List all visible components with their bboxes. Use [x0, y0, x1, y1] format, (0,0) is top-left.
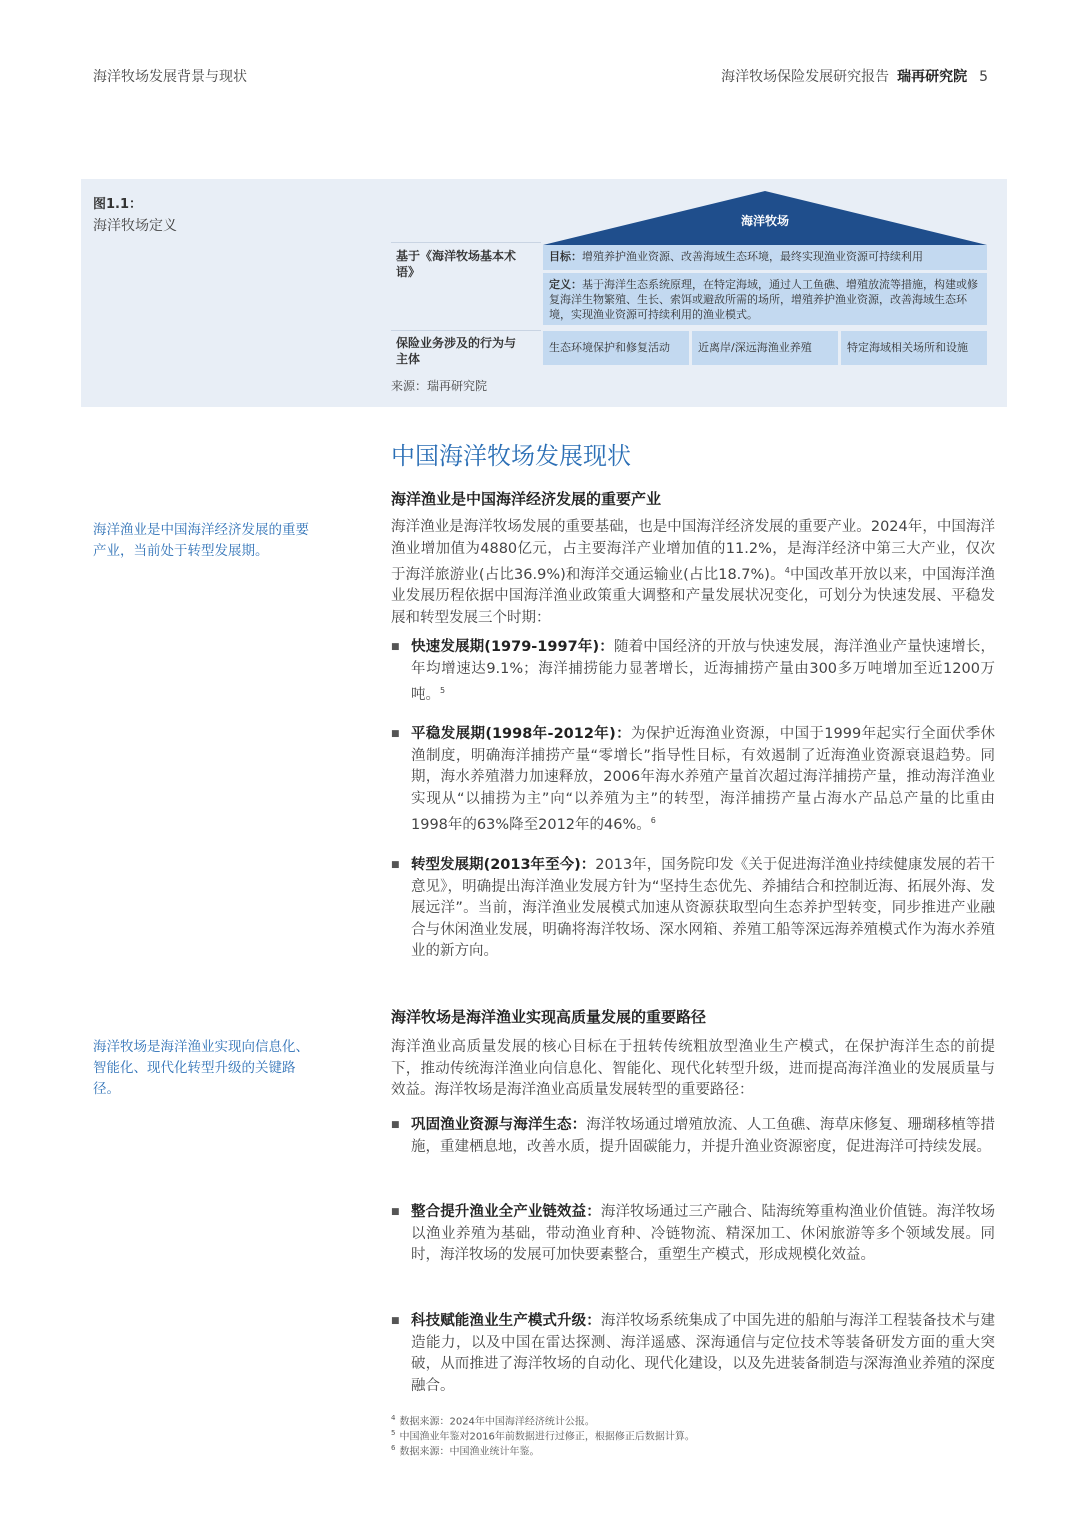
- figure-panel: [81, 179, 1007, 407]
- figure-title: 海洋牧场定义: [93, 218, 177, 234]
- footnote: $^6$ 数据来源：中国渔业统计年鉴。: [391, 1444, 540, 1458]
- goal-label: 目标：: [549, 250, 582, 263]
- bullet-marker: ■: [391, 1316, 400, 1326]
- sidebar-note: 海洋渔业是中国海洋经济发展的重要产业，当前处于转型发展期。: [93, 522, 309, 559]
- list-item: ■ 转型发展期(2013年至今)：2013年，国务院印发《关于促进海洋渔业持续健康发展的若干意见》，明确提出海洋渔业发展方针为“坚持生态优先、养捕结合和控制近海、拓展外海、发展远洋”。当前，海洋渔业发展模式加速从资源获取型向生态养护型转变，同步推进产业融合与休闲渔业发展，明确将海洋牧场、深水网箱、养殖工船等深远海养殖模式作为海水养殖业的新方向。: [391, 857, 995, 959]
- paragraph: 海洋渔业是海洋牧场发展的重要基础，也是中国海洋经济发展的重要产业。2024年，中国海洋渔业增加值为4880亿元，占主要海洋产业增加值的11.2%，是海洋经济中第三大产业，仅次于海洋旅游业(占比36.9%)和海洋交通运输业(占比18.7%)。$^4$中国改革开放以来，中国海洋渔业发展历程依据中国海洋渔业政策重大调整和产量发展状况变化，可划分为快速发展、平稳发展和转型发展三个时期：: [391, 519, 995, 626]
- scope-cell: 特定海域相关场所和设施: [841, 331, 987, 365]
- subheading: 海洋牧场是海洋渔业实现高质量发展的重要路径: [391, 1008, 707, 1026]
- divider: [391, 330, 541, 331]
- bullet-marker: ■: [391, 1207, 400, 1217]
- goal-text: 增殖养护渔业资源、改善海域生态环境，最终实现渔业资源可持续利用: [582, 250, 923, 263]
- bullet-marker: ■: [391, 1120, 400, 1130]
- sidebar-note: 海洋牧场是海洋渔业实现向信息化、智能化、现代化转型升级的关键路径。: [93, 1039, 309, 1097]
- definition-text: 基于海洋生态系统原理，在特定海域，通过人工鱼礁、增殖放流等措施，构建或修复海洋生物繁殖、生长、索饵或避敌所需的场所，增殖养护渔业资源，改善海域生态环境，实现渔业资源可持续利用的渔业模式。: [549, 278, 978, 321]
- org-name: 瑞再研究院: [897, 69, 968, 85]
- running-header-right: [721, 66, 988, 86]
- section-title: 中国海洋牧场发展现状: [391, 442, 631, 470]
- divider: [391, 242, 541, 243]
- bullet-marker: ■: [391, 860, 400, 870]
- list-item: ■ 平稳发展期(1998年-2012年)：为保护近海渔业资源，中国于1999年起实行全面伏季休渔制度，明确海洋捕捞产量“零增长”指导性目标，有效遏制了近海渔业资源衰退趋势。同期，海水养殖潜力加速释放，2006年海水养殖产量首次超过海洋捕捞产量，推动海洋渔业实现从“以捕捞为主”向“以养殖为主”的转型，海洋捕捞产量占海水产品总产量的比重由1998年的63%降至2012年的46%。$^6$: [391, 726, 996, 833]
- footnote-ref: 5: [440, 686, 446, 695]
- bullet-marker: ■: [391, 642, 400, 652]
- bullet-marker: ■: [391, 729, 400, 739]
- footnote: $^4$ 数据来源：2024年中国海洋经济统计公报。: [391, 1414, 595, 1428]
- figure-source: 来源：瑞再研究院: [391, 379, 488, 393]
- goal-cell: [543, 245, 987, 270]
- subheading: 海洋渔业是中国海洋经济发展的重要产业: [391, 490, 662, 508]
- running-header-section: 海洋牧场发展背景与现状: [93, 69, 247, 85]
- row-label-standard: 基于《海洋牧场基本术语》: [396, 249, 517, 279]
- list-item: ■ 科技赋能渔业生产模式升级：海洋牧场系统集成了中国先进的船舶与海洋工程装备技术与建造能力，以及中国在雷达探测、海洋遥感、深海通信与定位技术等装备研发方面的重大突破，从而推进了海洋牧场的自动化、现代化建设，以及先进装备制造与深海渔业养殖的深度融合。: [391, 1313, 996, 1394]
- roof-label: 海洋牧场: [740, 214, 789, 228]
- list-item: ■ 快速发展期(1979-1997年)：随着中国经济的开放与快速发展，海洋渔业产量快速增长，年均增速达9.1%；海洋捕捞能力显著增长，近海捕捞产量由300多万吨增加至近1200万吨。$^5$: [391, 639, 996, 703]
- list-item: ■ 巩固渔业资源与海洋生态：海洋牧场通过增殖放流、人工鱼礁、海草床修复、珊瑚移植等措施，重建栖息地，改善水质，提升固碳能力，并提升渔业资源密度，促进海洋可持续发展。: [391, 1117, 996, 1155]
- row-label-insurance: 保险业务涉及的行为与主体: [396, 336, 517, 366]
- footnote: $^5$ 中国渔业年鉴对2016年前数据进行过修正，根据修正后数据计算。: [391, 1429, 695, 1443]
- definition-label: 定义：: [549, 278, 582, 291]
- scope-cell: 生态环境保护和修复活动: [543, 331, 689, 365]
- report-title: 海洋牧场保险发展研究报告: [721, 69, 890, 85]
- footnote-ref: 6: [650, 816, 656, 825]
- paragraph: 海洋渔业高质量发展的核心目标在于扭转传统粗放型渔业生产模式，在保护海洋生态的前提下，推动传统海洋渔业向信息化、智能化、现代化转型升级，进而提高海洋渔业的发展质量与效益。海洋牧场是海洋渔业高质量发展转型的重要路径：: [391, 1039, 995, 1098]
- figure-label: 图1.1：: [93, 197, 143, 212]
- footnote-ref: 4: [784, 566, 790, 575]
- definition-cell: [543, 273, 987, 325]
- page-number: 5: [979, 69, 988, 85]
- scope-cell: 近离岸/深远海渔业养殖: [692, 331, 838, 365]
- list-item: ■ 整合提升渔业全产业链效益：海洋牧场通过三产融合、陆海统筹重构渔业价值链。海洋牧场以渔业养殖为基础，带动渔业育种、冷链物流、精深加工、休闲旅游等多个领域发展。同时，海洋牧场的发展可加快要素整合，重塑生产模式，形成规模化效益。: [391, 1204, 996, 1263]
